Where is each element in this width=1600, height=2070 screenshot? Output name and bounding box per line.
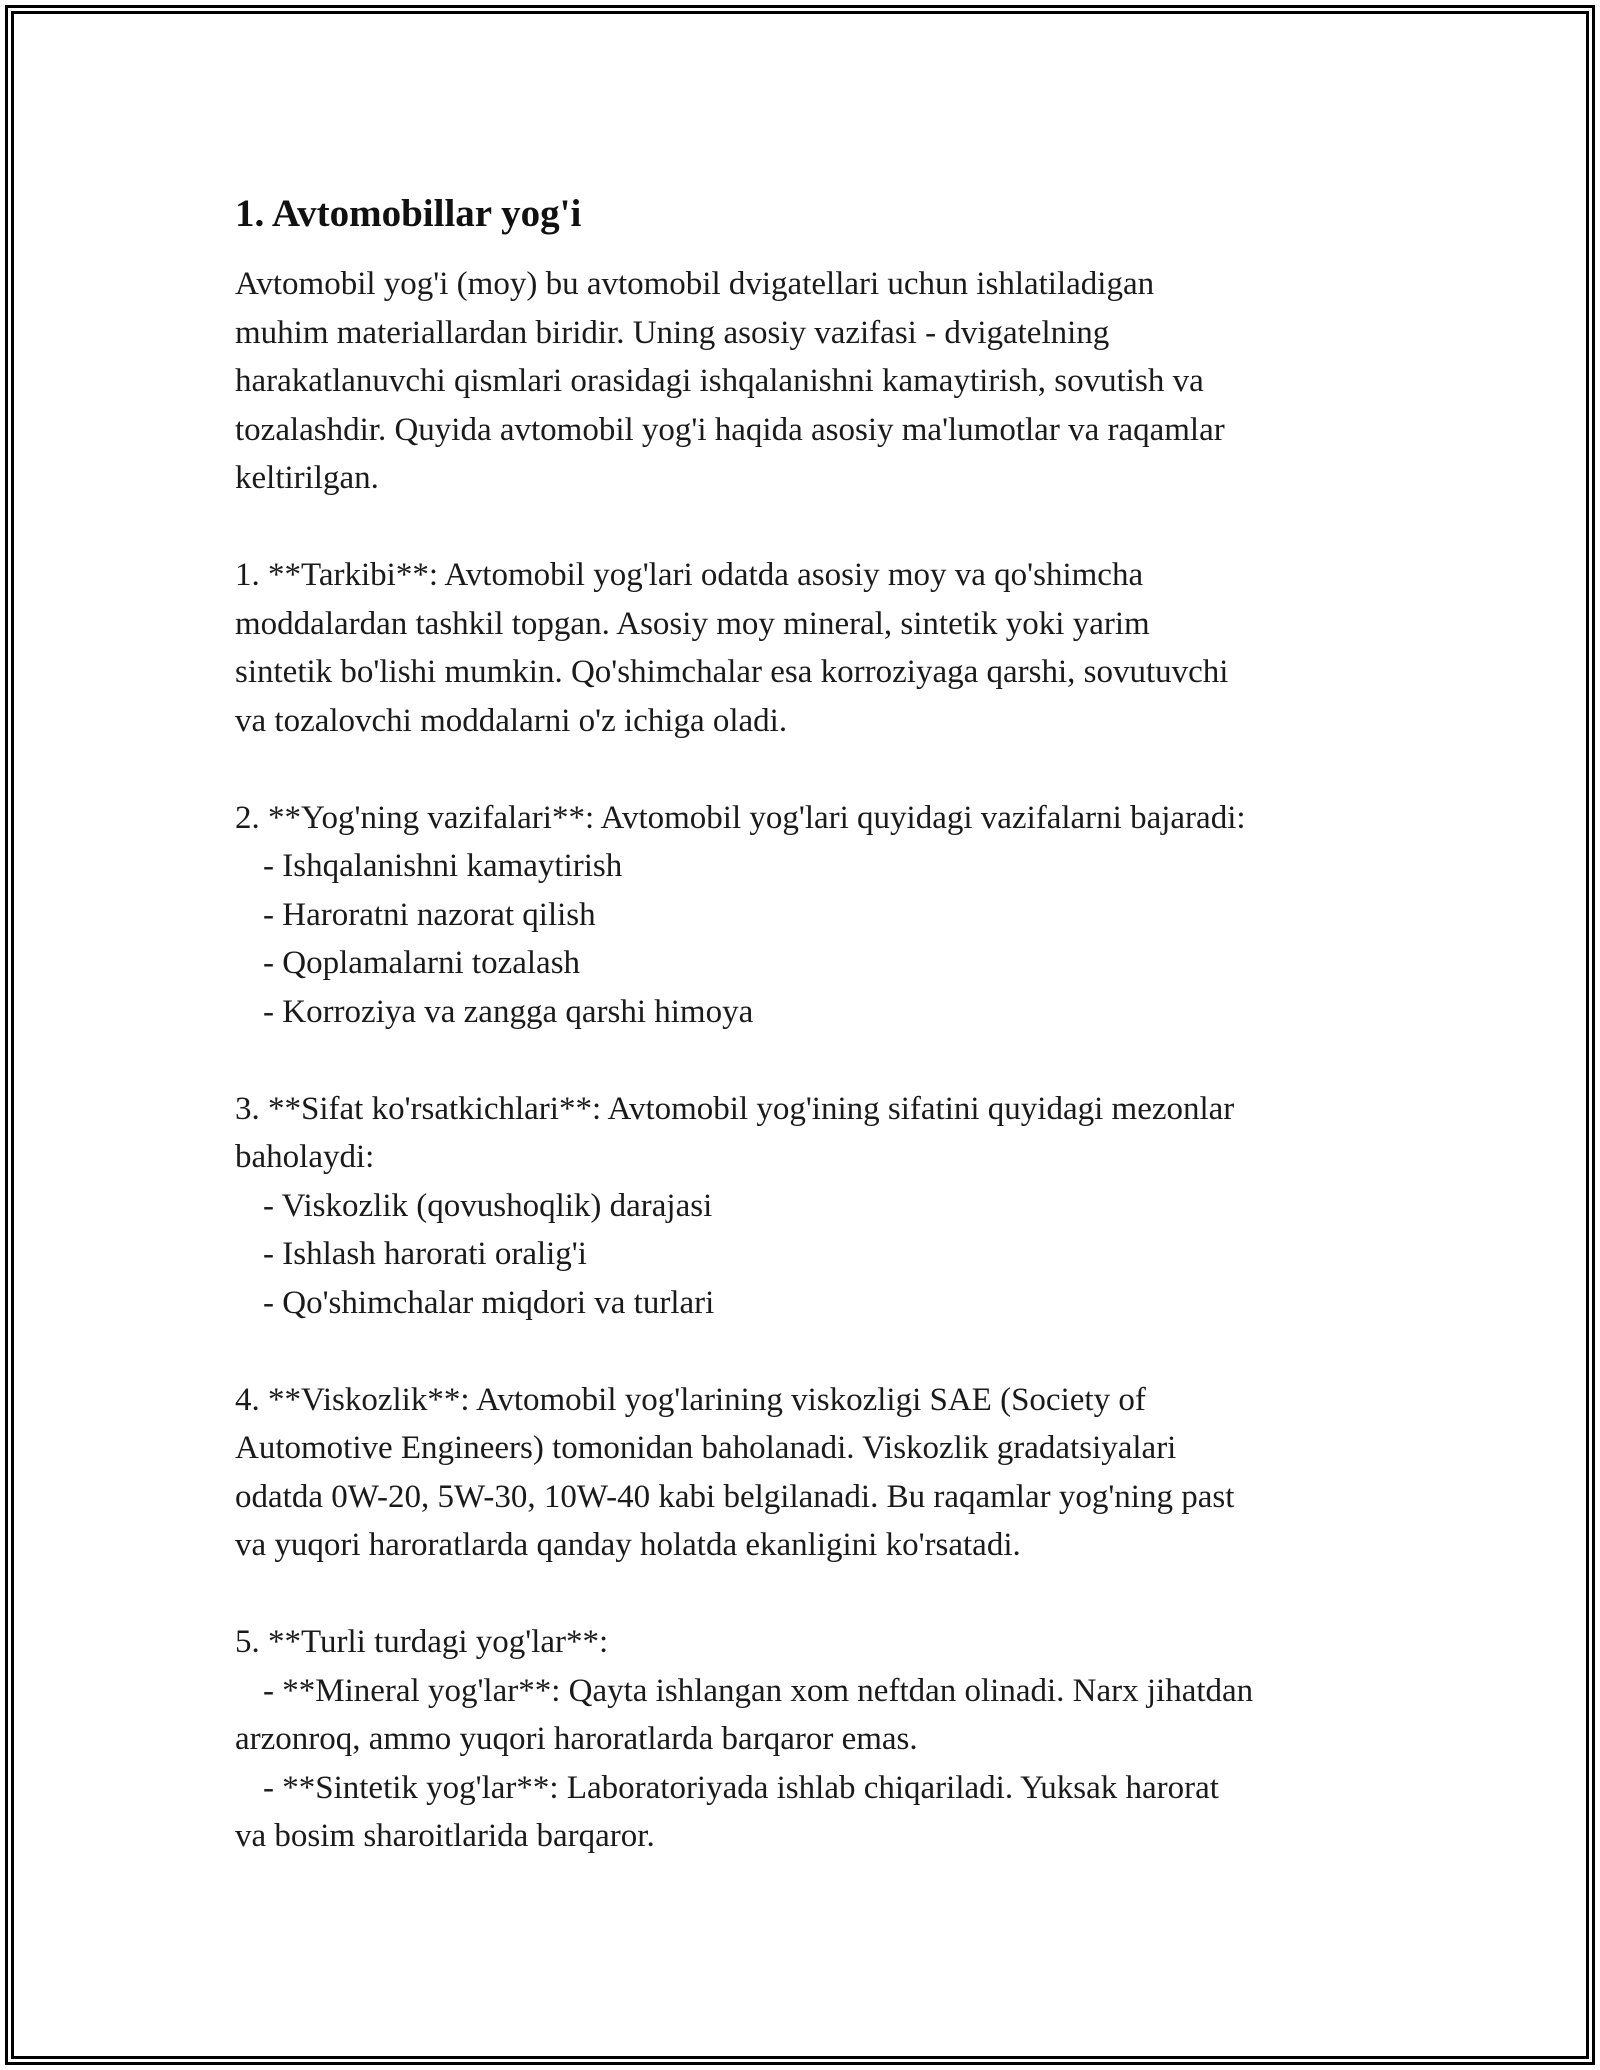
- section-line: Automotive Engineers) tomonidan baholanadi. Viskozlik gradatsiyalari: [235, 1430, 1177, 1466]
- document-body: [235, 190, 1375, 1861]
- list-item: - Qo'shimchalar miqdori va turlari: [263, 1284, 715, 1321]
- section-line: odatda 0W-20, 5W-30, 10W-40 kabi belgilanadi. Bu raqamlar yog'ning past: [235, 1478, 1235, 1515]
- section-title: baholaydi:: [235, 1139, 375, 1175]
- section-oil-types: [235, 1618, 1375, 1861]
- list-item: - Haroratni nazorat qilish: [263, 896, 596, 933]
- intro-paragraph: [235, 260, 1375, 503]
- section-quality: [235, 1085, 1375, 1328]
- intro-line: Avtomobil yog'i (moy) bu avtomobil dvigatellari uchun ishlatiladigan: [235, 266, 1155, 302]
- section-title: 2. **Yog'ning vazifalari**: Avtomobil yog'lari quyidagi vazifalarni bajaradi:: [235, 799, 1246, 836]
- list-item-continuation: va bosim sharoitlarida barqaror.: [235, 1818, 655, 1854]
- intro-line: muhim materiallardan biridir. Uning asosiy vazifasi - dvigatelning: [235, 314, 1110, 351]
- list-item: - **Sintetik yog'lar**: Laboratoriyada ishlab chiqariladi. Yuksak harorat: [263, 1769, 1219, 1806]
- intro-line: keltirilgan.: [235, 460, 379, 496]
- section-functions: [235, 794, 1375, 1037]
- intro-line: harakatlanuvchi qismlari orasidagi ishqalanishni kamaytirish, sovutish va: [235, 363, 1204, 399]
- list-item: - Qoplamalarni tozalash: [263, 945, 581, 981]
- list-item: - **Mineral yog'lar**: Qayta ishlangan xom neftdan olinadi. Narx jihatdan: [263, 1672, 1254, 1709]
- section-title: 3. **Sifat ko'rsatkichlari**: Avtomobil yog'ining sifatini quyidagi mezonlar: [235, 1090, 1235, 1127]
- list-item: - Ishlash harorati oralig'i: [263, 1236, 587, 1272]
- intro-line: tozalashdir. Quyida avtomobil yog'i haqida asosiy ma'lumotlar va raqamlar: [235, 411, 1225, 448]
- section-line: va tozalovchi moddalarni o'z ichiga oladi.: [235, 702, 788, 739]
- list-item: - Viskozlik (qovushoqlik) darajasi: [263, 1187, 713, 1224]
- list-item: - Korroziya va zangga qarshi himoya: [263, 993, 754, 1030]
- section-composition: [235, 551, 1375, 745]
- section-line: sintetik bo'lishi mumkin. Qo'shimchalar esa korroziyaga qarshi, sovutuvchi: [235, 654, 1229, 690]
- list-item-continuation: arzonroq, ammo yuqori haroratlarda barqaror emas.: [235, 1721, 918, 1757]
- section-line: 4. **Viskozlik**: Avtomobil yog'larining viskozligi SAE (Society of: [235, 1381, 1146, 1418]
- section-line: 1. **Tarkibi**: Avtomobil yog'lari odatda asosiy moy va qo'shimcha: [235, 557, 1144, 593]
- section-viscosity: [235, 1376, 1375, 1570]
- section-line: moddalardan tashkil topgan. Asosiy moy mineral, sintetik yoki yarim: [235, 605, 1150, 642]
- page-title: 1. Avtomobillar yog'i: [235, 192, 582, 235]
- section-line: va yuqori haroratlarda qanday holatda ekanligini ko'rsatadi.: [235, 1527, 1021, 1563]
- section-title: 5. **Turli turdagi yog'lar**:: [235, 1624, 609, 1660]
- list-item: - Ishqalanishni kamaytirish: [263, 848, 623, 884]
